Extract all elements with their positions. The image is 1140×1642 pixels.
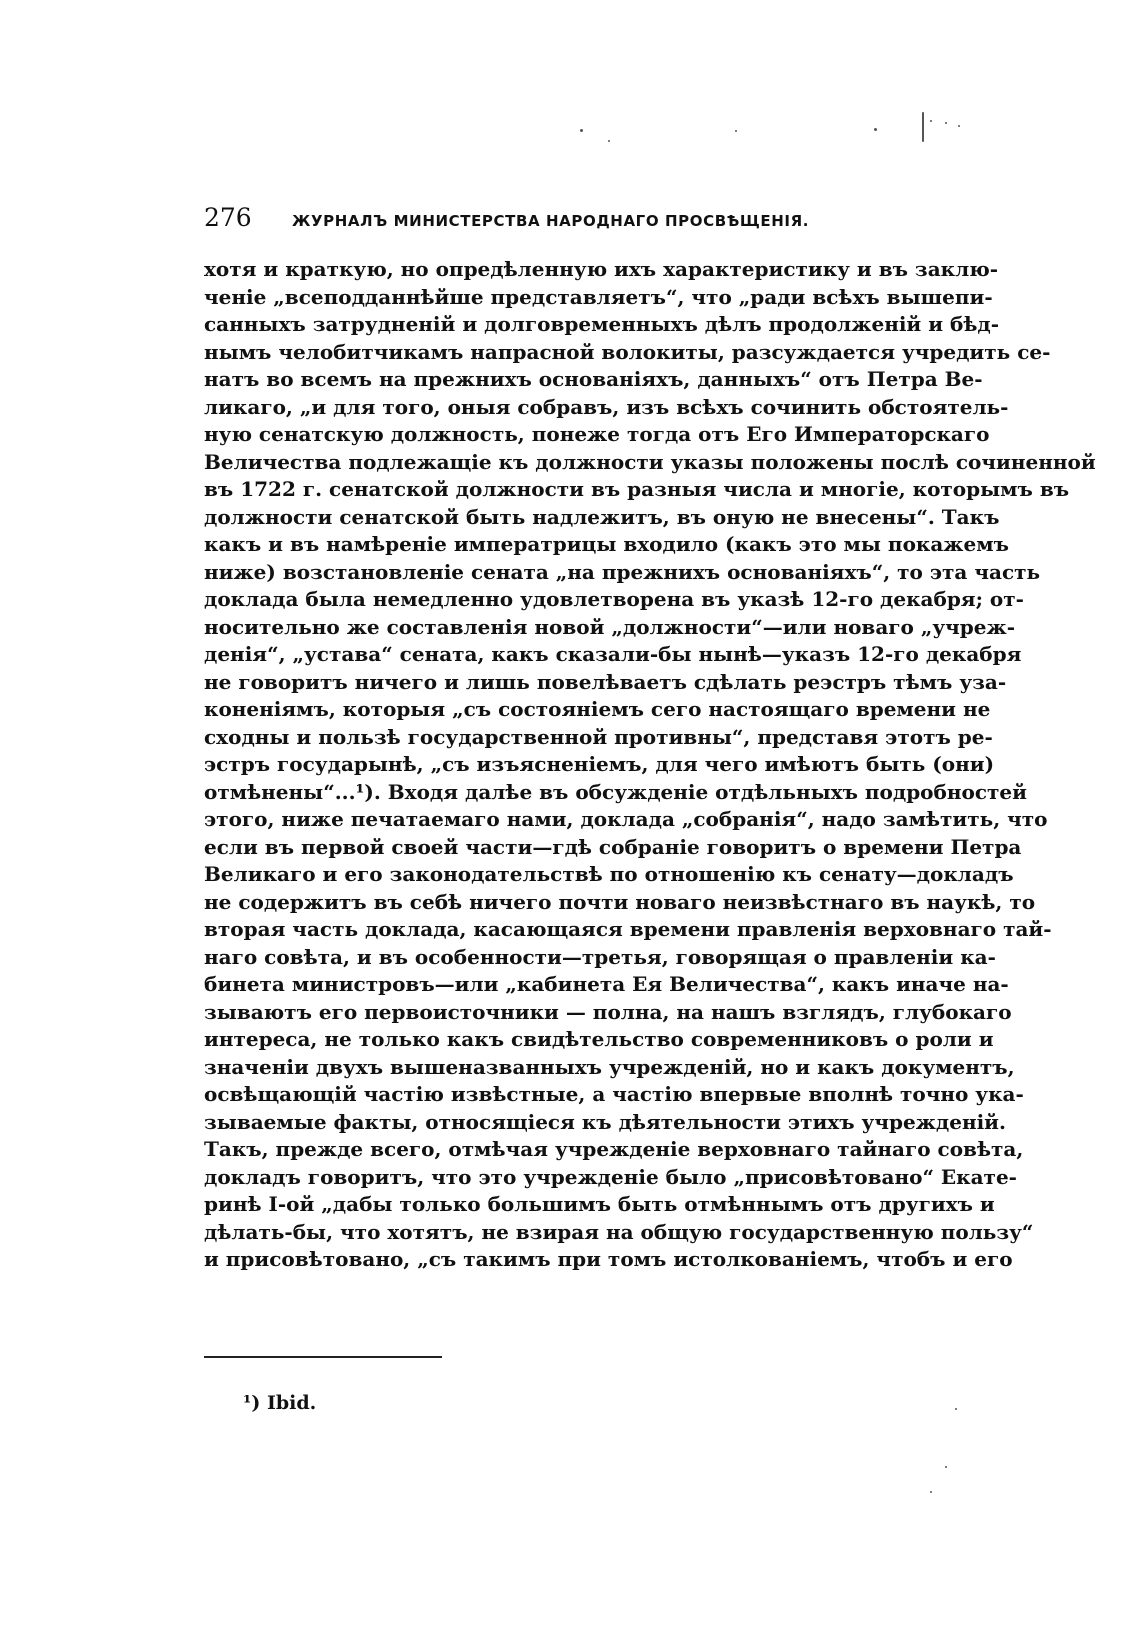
- text-line: сходны и пользѣ государственной противны“, представя этотъ ре-: [204, 724, 993, 749]
- text-line: бинета министровъ—или „кабинета Ея Величества“, какъ иначе на-: [204, 972, 1009, 996]
- text-line: и присовѣтовано, „съ такимъ при томъ истолкованіемъ, чтобъ и его: [204, 1247, 1013, 1271]
- text-line: не содержитъ въ себѣ ничего почти новаго неизвѣстнаго въ наукѣ, то: [204, 889, 1036, 914]
- text-line: Величества подлежащіе къ должности указы положены послѣ сочиненной: [204, 449, 1096, 474]
- text-line: ликаго, „и для того, оныя собравъ, изъ всѣхъ сочинить обстоятель-: [204, 394, 1009, 419]
- body-text: [204, 256, 1096, 1274]
- text-line: коненіямъ, которыя „съ состояніемъ сего настоящаго времени не: [204, 697, 991, 721]
- text-line: Великаго и его законодательствѣ по отношенію къ сенату—докладъ: [204, 862, 1014, 886]
- text-line: носительно же составленія новой „должности“—или новаго „учреж-: [204, 614, 1015, 639]
- text-line: нымъ челобитчикамъ напрасной волокиты, разсуждается учредить се-: [204, 339, 1051, 364]
- text-line: этого, ниже печатаемаго нами, доклада „собранія“, надо замѣтить, что: [204, 807, 1048, 831]
- footnote: [243, 1392, 316, 1414]
- text-line: ниже) возстановленіе сената „на прежнихъ основаніяхъ“, то эта часть: [204, 559, 1041, 584]
- text-line: наго совѣта, и въ особенности—третья, говорящая о правленіи ка-: [204, 944, 996, 969]
- text-line: освѣщающій частію извѣстные, а частію впервые вполнѣ точно ука-: [204, 1082, 1024, 1106]
- text-line: какъ и въ намѣреніе императрицы входило (какъ это мы покажемъ: [204, 532, 1009, 556]
- text-line: интереса, не только какъ свидѣтельство современниковъ о роли и: [204, 1027, 994, 1051]
- text-line: должности сенатской быть надлежитъ, въ оную не внесены“. Такъ: [204, 504, 1000, 529]
- footnote-text: Ibid.: [266, 1392, 317, 1414]
- text-line: денія“, „устава“ сената, какъ сказали-бы нынѣ—указъ 12-го декабря: [204, 642, 1022, 666]
- text-line: зываемые факты, относящіеся къ дѣятельности этихъ учрежденій.: [204, 1109, 1006, 1134]
- text-line: хотя и краткую, но опредѣленную ихъ характеристику и въ заклю-: [204, 257, 999, 281]
- text-line: значеніи двухъ вышеназванныхъ учрежденій, но и какъ документъ,: [204, 1054, 1015, 1079]
- text-line: ную сенатскую должность, понеже тогда отъ Его Императорскаго: [204, 422, 990, 446]
- text-line: Такъ, прежде всего, отмѣчая учрежденіе верховнаго тайнаго совѣта,: [204, 1137, 1024, 1161]
- text-line: не говоритъ ничего и лишь повелѣваетъ сдѣлать реэстръ тѣмъ уза-: [204, 669, 1007, 694]
- footnote-marker: ¹): [243, 1392, 261, 1414]
- text-line: зываютъ его первоисточники — полна, на нашъ взглядъ, глубокаго: [204, 999, 1012, 1024]
- text-line: ченіе „всеподданнѣйше представляетъ“, что „ради всѣхъ вышепи-: [204, 284, 993, 309]
- text-line: если въ первой своей части—гдѣ собраніе говоритъ о времени Петра: [204, 834, 1022, 859]
- footnote-rule: [204, 1356, 442, 1358]
- text-line: ринѣ І-ой „дабы только большимъ быть отмѣннымъ отъ другихъ и: [204, 1192, 995, 1216]
- page-number: 276: [204, 203, 252, 232]
- text-line: отмѣнены“...¹). Входя далѣе въ обсужденіе отдѣльныхъ подробностей: [204, 779, 1027, 804]
- text-line: эстръ государынѣ, „съ изъясненіемъ, для чего имѣютъ быть (они): [204, 752, 995, 776]
- text-line: вторая часть доклада, касающаяся времени правленія верховнаго тай-: [204, 917, 1052, 941]
- running-head: ЖУРНАЛЪ МИНИСТЕРСТВА НАРОДНАГО ПРОСВѢЩЕНІЯ.: [292, 212, 810, 230]
- text-line: доклада была немедленно удовлетворена въ указѣ 12-го декабря; от-: [204, 587, 1024, 611]
- text-line: натъ во всемъ на прежнихъ основаніяхъ, данныхъ“ отъ Петра Ве-: [204, 367, 983, 391]
- text-line: дѣлать-бы, что хотятъ, не взирая на общую государственную пользу“: [204, 1219, 1034, 1244]
- text-line: санныхъ затрудненій и долговременныхъ дѣлъ продолженій и бѣд-: [204, 312, 1000, 336]
- text-line: докладъ говоритъ, что это учрежденіе было „присовѣтовано“ Екате-: [204, 1164, 1017, 1189]
- page-header: [204, 203, 962, 232]
- text-line: въ 1722 г. сенатской должности въ разныя числа и многіе, которымъ въ: [204, 477, 1070, 501]
